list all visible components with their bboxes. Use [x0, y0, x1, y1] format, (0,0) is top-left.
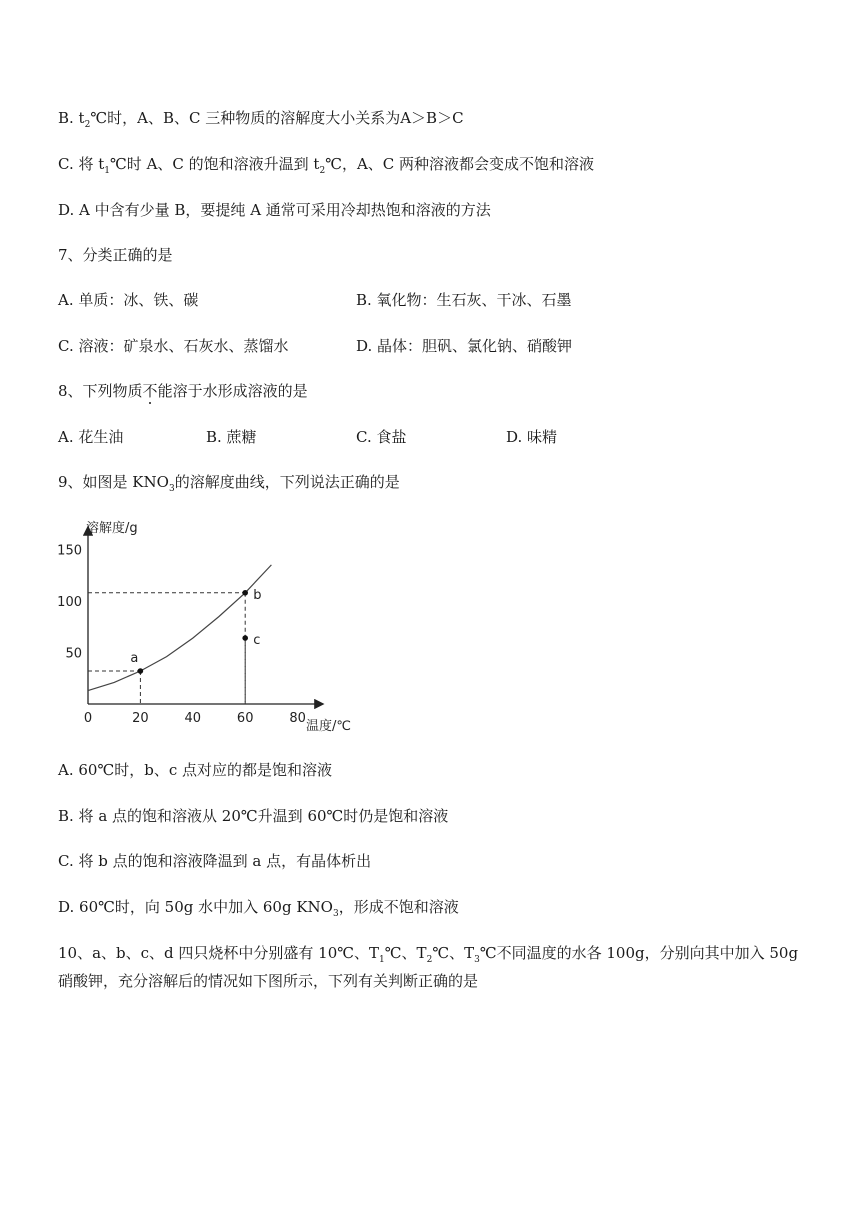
q6-option-c: C. 将 $t_1℃$时 A、C 的饱和溶液升温到 $t_2℃$，A、C 两种溶液都会变成不饱和溶液 [58, 155, 595, 176]
x-tick-labels [84, 711, 306, 726]
point-label-a: a [130, 651, 139, 667]
q10-stem-line1: 10、a、b、c、d 四只烧杯中分别盛有 10℃、$T_1℃$、$T_2℃$、$T_3℃$不同温度的水各 100g，分别向其中加入 50g [58, 944, 799, 965]
x-tick-label: 60 [236, 711, 254, 726]
solubility-curve [88, 565, 271, 691]
q9-option-d: D. 60℃时，向 50g 水中加入 60g $KNO_3$，形成不饱和溶液 [58, 898, 459, 919]
q6-option-d: D. A 中含有少量 B，要提纯 A 通常可采用冷却热饱和溶液的方法 [58, 201, 491, 219]
y-tick-label: 50 [65, 646, 82, 662]
emphasis-dot-char: 不 [142, 382, 158, 400]
point-c [242, 635, 248, 641]
q9-option-a: A. 60℃时，b、c 点对应的都是饱和溶液 [58, 761, 333, 779]
q7-option-c: C. 溶液：矿泉水、石灰水、蒸馏水 [58, 337, 289, 355]
point-a [138, 668, 144, 674]
q9-option-b: B. 将 a 点的饱和溶液从 20℃升温到 60℃时仍是饱和溶液 [58, 807, 449, 825]
kno3-solubility-chart [52, 516, 362, 736]
x-axis-label: 温度/℃ [306, 719, 351, 734]
y-axis-label: 溶解度/g [86, 521, 138, 536]
q8-option-d: D. 味精 [506, 428, 558, 446]
x-tick-label: 40 [184, 711, 202, 726]
q9-option-c: C. 将 b 点的饱和溶液降温到 a 点，有晶体析出 [58, 852, 372, 870]
q7-option-b: B. 氧化物：生石灰、干冰、石墨 [356, 291, 572, 309]
y-tick-label: 100 [57, 595, 82, 610]
q8-option-c: C. 食盐 [356, 428, 407, 446]
q7-stem: 7、分类正确的是 [58, 246, 173, 264]
data-points [130, 588, 261, 674]
q9-stem: 9、如图是 $KNO_3$的溶解度曲线，下列说法正确的是 [58, 473, 400, 494]
q8-option-b: B. 蔗糖 [206, 428, 257, 446]
y-tick-label: 150 [57, 543, 82, 559]
point-label-c: c [253, 633, 261, 649]
x-tick-label: 20 [132, 711, 149, 726]
point-label-b: b [253, 587, 262, 603]
q8-option-a: A. 花生油 [58, 428, 124, 446]
guide-lines [88, 593, 245, 704]
q7-option-d: D. 晶体：胆矾、氯化钠、硝酸钾 [356, 337, 573, 355]
q8-stem: 8、下列物质不能溶于水形成溶液的是 [58, 382, 308, 400]
q7-option-a: A. 单质：冰、铁、碳 [58, 291, 199, 309]
point-b [242, 590, 248, 596]
x-tick-label: 0 [83, 711, 93, 726]
x-tick-label: 80 [289, 711, 306, 726]
q10-stem-line2: 硝酸钾，充分溶解后的情况如下图所示，下列有关判断正确的是 [58, 972, 479, 990]
q6-option-b: B. $t_2℃$时，A、B、C 三种物质的溶解度大小关系为A＞B＞C [58, 109, 464, 130]
y-tick-labels [57, 544, 82, 662]
